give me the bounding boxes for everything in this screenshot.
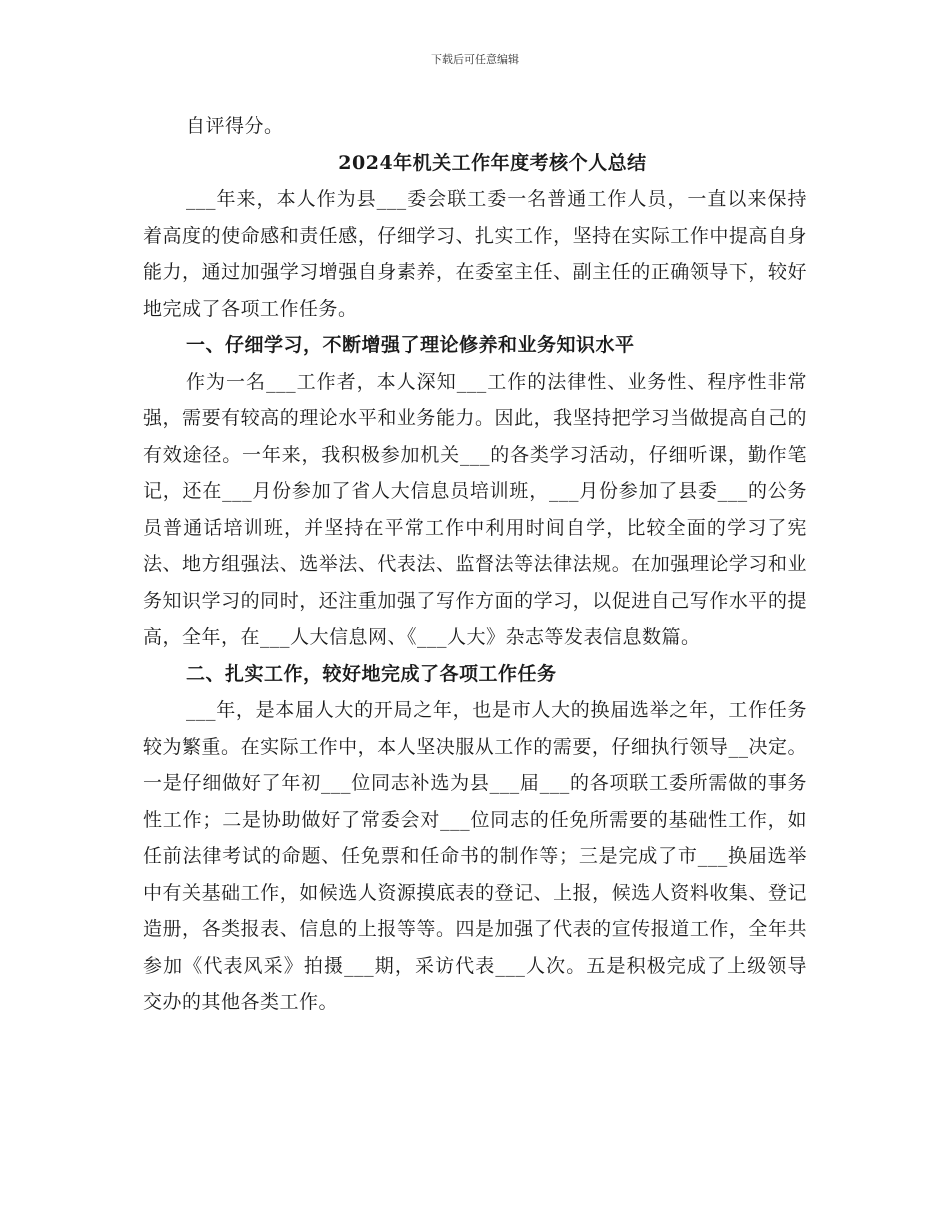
opening-paragraph: ___年来，本人作为县___委会联工委一名普通工作人员，一直以来保持着高度的使命感和责任感，仔细学习、扎实工作，坚持在实际工作中提高自身能力，通过加强学习增强自身素养，在委室主任、副主任的正确领导下，较好地完成了各项工作任务。	[143, 188, 807, 320]
section-1-paragraph: 作为一名___工作者，本人深知___工作的法律性、业务性、程序性非常强，需要有较高的理论水平和业务能力。因此，我坚持把学习当做提高自己的有效途径。一年来，我积极参加机关___的各类学习活动，仔细听课，勤作笔记，还在___月份参加了省人大信息员培训班，___月份参加了县委___的公务员普通话培训班，并坚持在平常工作中利用时间自学，比较全面的学习了宪法、地方组强法、选举法、代表法、监督法等法律法规。在加强理论学习和业务知识学习的同时，还注重加强了写作方面的学习，以促进自己写作水平的提高，全年，在___人大信息网、《___人大》杂志等发表信息数篇。	[143, 370, 807, 648]
document-title: 2024年机关工作年度考核个人总结	[338, 151, 647, 174]
document-body	[143, 108, 807, 1021]
section-2-heading: 二、扎实工作，较好地完成了各项工作任务	[186, 662, 557, 685]
intro-line: 自评得分。	[186, 115, 284, 137]
header-note: 下载后可任意编辑	[431, 53, 519, 66]
section-2-paragraph: ___年，是本届人大的开局之年，也是市人大的换届选举之年，工作任务较为繁重。在实际工作中，本人坚决服从工作的需要，仔细执行领导__决定。一是仔细做好了年初___位同志补选为县___届___的各项联工委所需做的事务性工作；二是协助做好了常委会对___位同志的任免所需要的基础性工作，如任前法律考试的命题、任免票和任命书的制作等；三是完成了市___换届选举中有关基础工作，如候选人资源摸底表的登记、上报，候选人资料收集、登记造册，各类报表、信息的上报等等。四是加强了代表的宣传报道工作，全年共参加《代表风采》拍摄___期，采访代表___人次。五是积极完成了上级领导交办的其他各类工作。	[143, 699, 807, 1013]
section-1-heading: 一、仔细学习，不断增强了理论修养和业务知识水平	[186, 334, 635, 356]
